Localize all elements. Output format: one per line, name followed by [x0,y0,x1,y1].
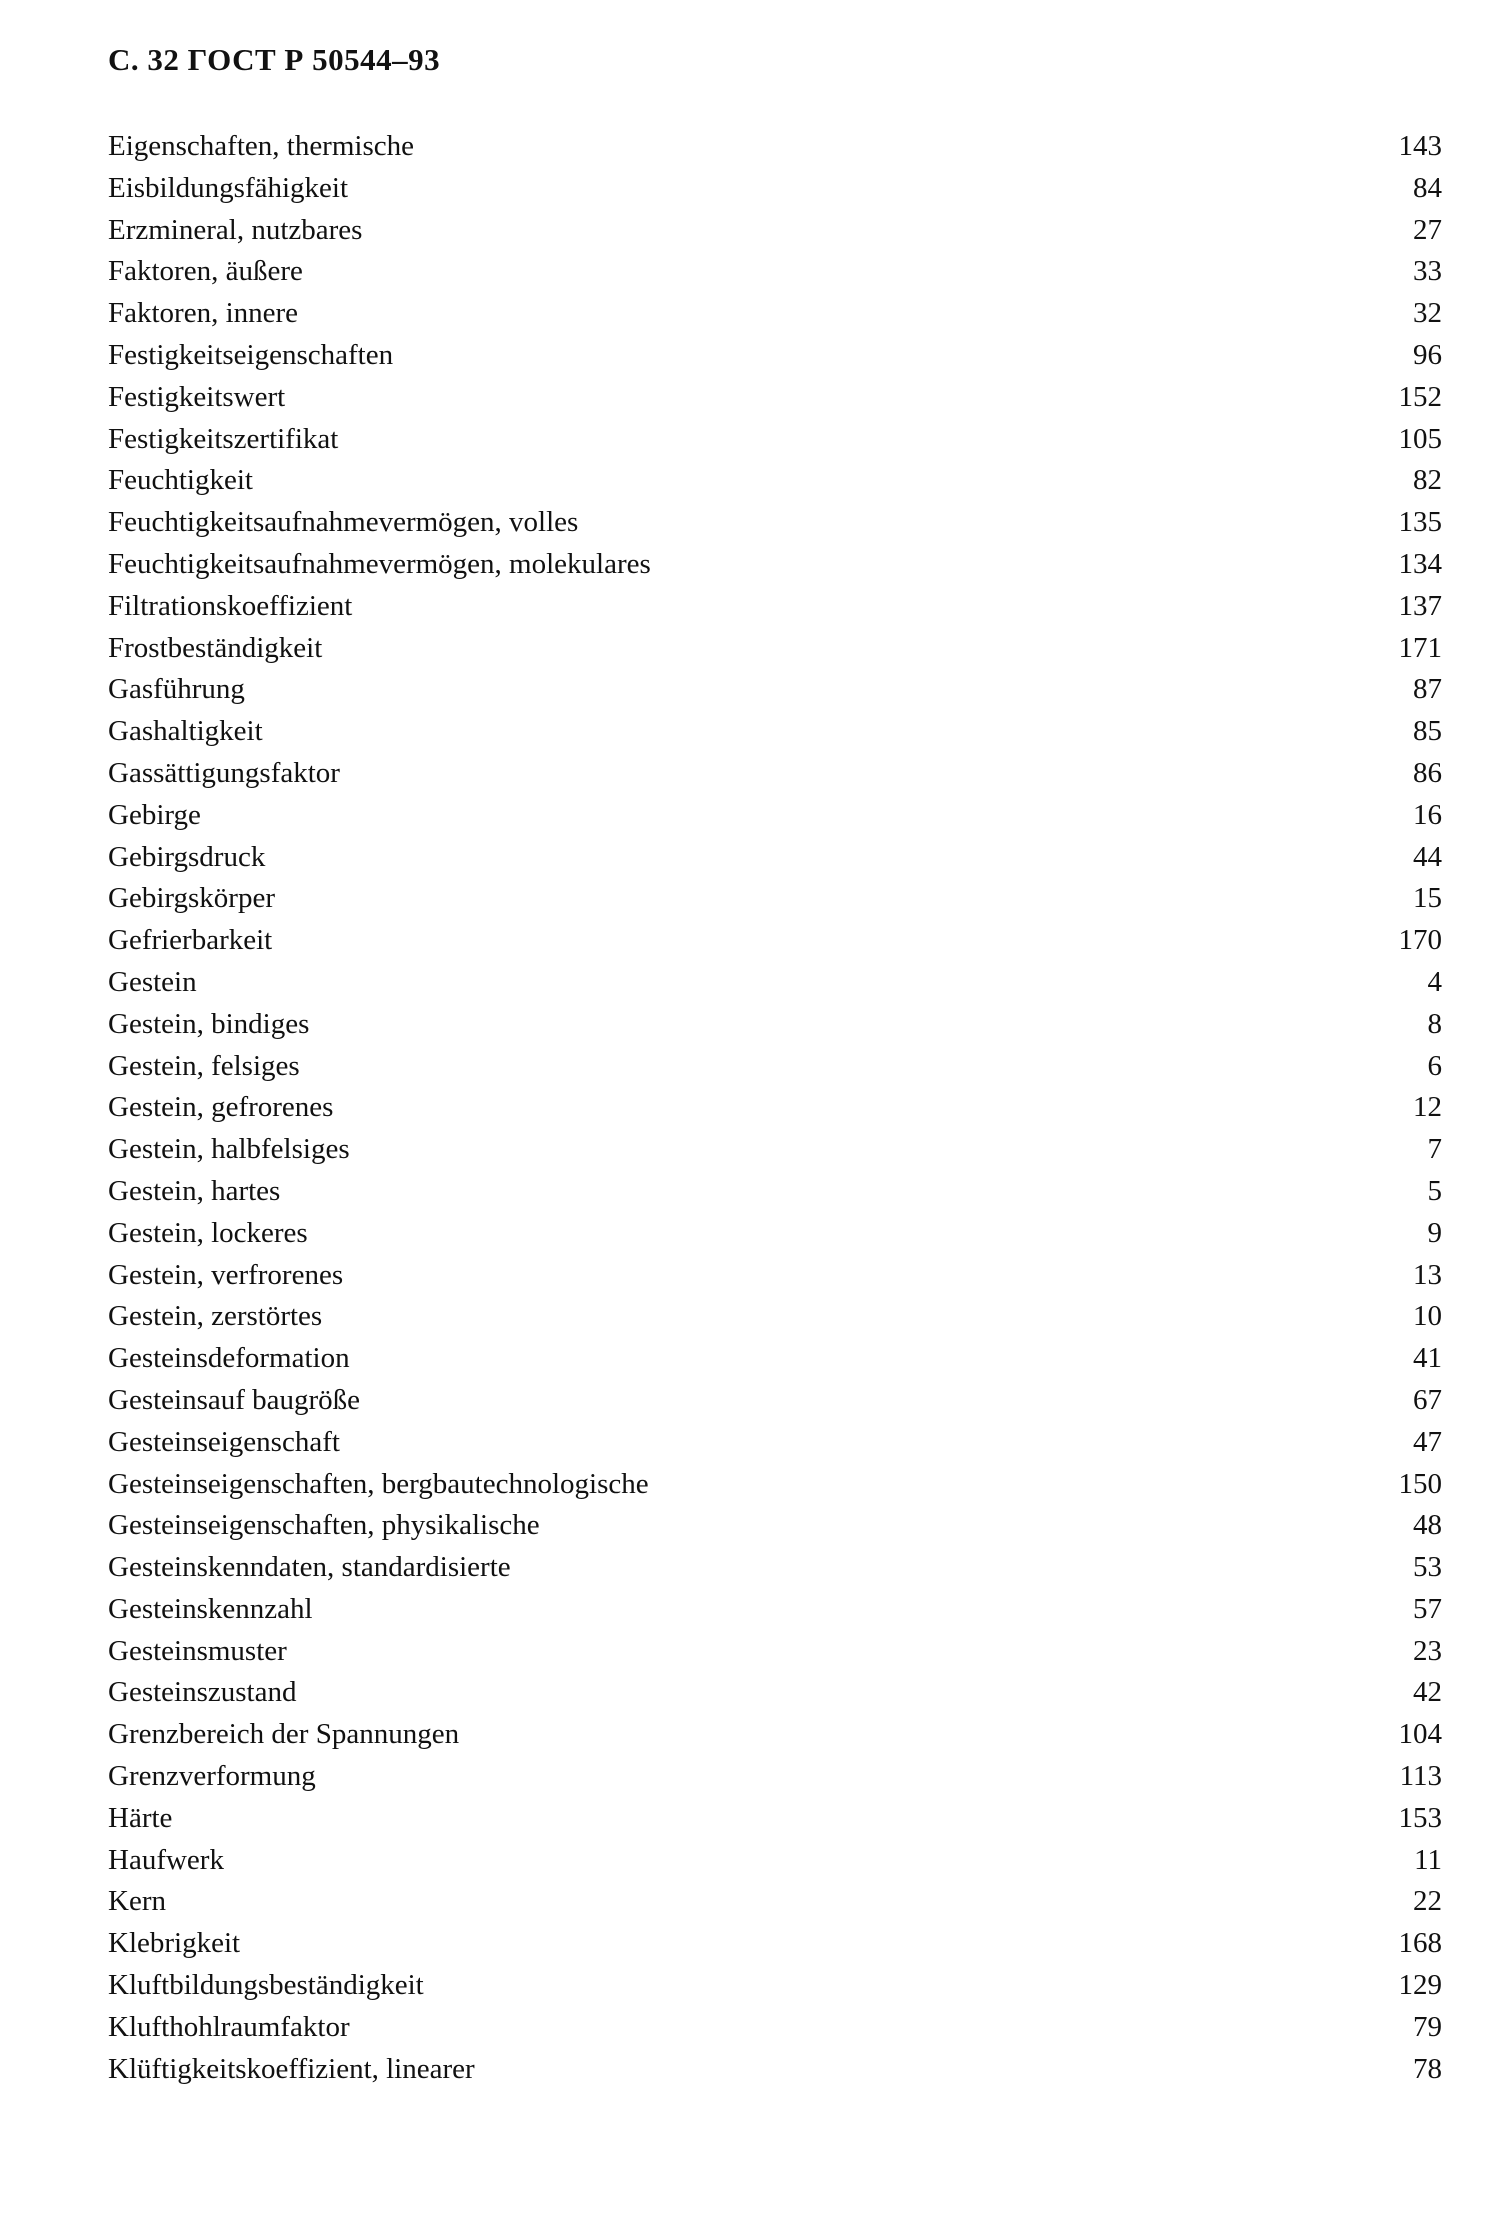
index-entry [108,210,1442,252]
index-term: Gesteinseigenschaft [108,1425,340,1458]
index-entry [108,502,1442,544]
index-entry [108,1798,1442,1840]
index-entry [108,1714,1442,1756]
index-entry [108,1923,1442,1965]
index-page-number: 22 [1413,1885,1442,1918]
index-page-number: 78 [1413,2052,1442,2085]
index-entry [108,1338,1442,1380]
index-entry [108,920,1442,962]
index-entry [108,544,1442,586]
index-entry [108,126,1442,168]
index-entry [108,628,1442,670]
index-page-number: 33 [1413,255,1442,288]
index-page-number: 143 [1398,130,1442,162]
index-page-number: 16 [1413,798,1442,831]
index-term: Gebirgsdruck [108,840,266,873]
index-term: Gebirgskörper [108,882,275,915]
index-page-number: 86 [1413,756,1442,789]
index-page-number: 134 [1398,547,1442,580]
index-term: Festigkeitseigenschaften [108,338,394,371]
index-page-number: 85 [1413,715,1442,748]
index-entry [108,377,1442,419]
index-page-number: 170 [1398,924,1442,957]
index-page-number: 79 [1413,2010,1442,2043]
index-entry [108,1631,1442,1673]
index-term: Feuchtigkeitsaufnahmevermögen, molekulares [108,547,651,580]
index-term: Kern [108,1885,166,1918]
index-entry [108,460,1442,502]
index-entry [108,2007,1442,2049]
index-entry [108,1422,1442,1464]
index-term: Festigkeitszertifikat [108,422,339,455]
index-page-number: 57 [1413,1592,1442,1625]
index-entry [108,1129,1442,1171]
index-page-number: 96 [1413,338,1442,371]
index-term: Härte [108,1801,173,1834]
index-entry [108,293,1442,335]
index-term: Festigkeitswert [108,380,286,413]
index-page-number: 42 [1413,1676,1442,1709]
index-entry [108,1171,1442,1213]
index-page-number: 168 [1398,1927,1442,1960]
index-term: Feuchtigkeitsaufnahmevermögen, volles [108,506,579,539]
index-page-number: 5 [1427,1174,1442,1207]
index-term: Klüftigkeitskoeffizient, linearer [108,2052,475,2085]
index-page-number: 15 [1413,882,1442,915]
index-page-number: 135 [1398,506,1442,539]
index-entry [108,711,1442,753]
index-term: Erzmineral, nutzbares [108,213,363,246]
index-entry [108,335,1442,377]
index-page-number: 27 [1413,213,1442,246]
index-entry [108,669,1442,711]
index-entry [108,2049,1442,2091]
index-page-number: 13 [1413,1258,1442,1291]
index-page-number: 11 [1414,1843,1442,1876]
index-entry [108,1087,1442,1129]
index-entry [108,1756,1442,1798]
index-entry [108,1965,1442,2007]
index-term: Gestein, halbfelsiges [108,1133,350,1166]
index-term: Gestein, lockeres [108,1216,308,1249]
index-term: Gestein, gefrorenes [108,1091,334,1124]
index-page-number: 171 [1398,631,1442,664]
index-term: Gestein, felsiges [108,1049,300,1082]
index-term: Klufthohlraumfaktor [108,2010,350,2043]
index-entry [108,1255,1442,1297]
index-term: Faktoren, innere [108,297,299,330]
index-page-number: 67 [1413,1383,1442,1416]
page-header: С. 32 ГОСТ Р 50544–93 [108,42,441,77]
index-page-number: 104 [1398,1718,1442,1751]
index-term: Eigenschaften, thermische [108,130,414,162]
index-entry [108,1547,1442,1589]
index-page-number: 47 [1413,1425,1442,1458]
index-term: Kluftbildungsbeständigkeit [108,1969,424,2002]
index-term: Feuchtigkeit [108,464,253,497]
index-term: Gestein, bindiges [108,1007,310,1040]
index-entry [108,1296,1442,1338]
index-page-number: 152 [1398,380,1442,413]
index-term: Klebrigkeit [108,1927,241,1960]
index-page-number: 44 [1413,840,1442,873]
index-page-number: 7 [1427,1133,1442,1166]
index-term: Gesteinsauf baugröße [108,1383,361,1416]
index-entry [108,168,1442,210]
index-entry [108,753,1442,795]
index-term: Haufwerk [108,1843,224,1876]
index-term: Gefrierbarkeit [108,924,273,957]
index-term: Gestein [108,965,197,998]
index-term: Gashaltigkeit [108,715,263,748]
index-term: Gasführung [108,673,245,706]
index-term: Gesteinseigenschaften, physikalische [108,1509,540,1542]
index-entry [108,962,1442,1004]
index-term: Eisbildungsfähigkeit [108,171,349,204]
index-list [108,126,1442,2090]
index-page-number: 105 [1398,422,1442,455]
index-page-number: 12 [1413,1091,1442,1124]
index-page-number: 87 [1413,673,1442,706]
index-page-number: 6 [1427,1049,1442,1082]
index-term: Frostbeständigkeit [108,631,323,664]
index-entry [108,1589,1442,1631]
index-entry [108,878,1442,920]
index-page-number: 150 [1398,1467,1442,1500]
index-term: Faktoren, äußere [108,255,303,288]
index-term: Gesteinseigenschaften, bergbautechnologische [108,1467,649,1500]
index-page-number: 10 [1413,1300,1442,1333]
index-page-number: 32 [1413,297,1442,330]
index-page-number: 4 [1427,965,1442,998]
index-term: Gestein, verfrorenes [108,1258,344,1291]
index-entry [108,1004,1442,1046]
index-term: Grenzbereich der Spannungen [108,1718,460,1751]
index-entry [108,1213,1442,1255]
index-term: Gestein, zerstörtes [108,1300,323,1333]
index-entry [108,1505,1442,1547]
index-entry [108,1046,1442,1088]
index-entry [108,1464,1442,1506]
index-page-number: 84 [1413,171,1442,204]
index-term: Gesteinskennzahl [108,1592,313,1625]
index-entry [108,1672,1442,1714]
index-page-number: 8 [1427,1007,1442,1040]
index-term: Grenzverformung [108,1760,316,1793]
index-page-number: 23 [1413,1634,1442,1667]
index-page-number: 48 [1413,1509,1442,1542]
index-page-number: 82 [1413,464,1442,497]
index-page-number: 113 [1399,1760,1442,1793]
index-entry [108,586,1442,628]
index-term: Filtrationskoeffizient [108,589,353,622]
index-page-number: 9 [1427,1216,1442,1249]
index-term: Gesteinsmuster [108,1634,287,1667]
index-entry [108,837,1442,879]
index-page-number: 41 [1413,1342,1442,1375]
index-term: Gestein, hartes [108,1174,281,1207]
index-entry [108,251,1442,293]
index-entry [108,419,1442,461]
index-page-number: 153 [1398,1801,1442,1834]
index-term: Gesteinszustand [108,1676,297,1709]
index-entry [108,1881,1442,1923]
index-entry [108,1840,1442,1882]
index-page-number: 129 [1398,1969,1442,2002]
index-term: Gesteinsdeformation [108,1342,350,1375]
index-term: Gassättigungsfaktor [108,756,340,789]
index-term: Gesteinskenndaten, standardisierte [108,1551,511,1584]
index-entry [108,1380,1442,1422]
index-page-number: 137 [1398,589,1442,622]
index-page-number: 53 [1413,1551,1442,1584]
index-term: Gebirge [108,798,201,831]
index-entry [108,795,1442,837]
